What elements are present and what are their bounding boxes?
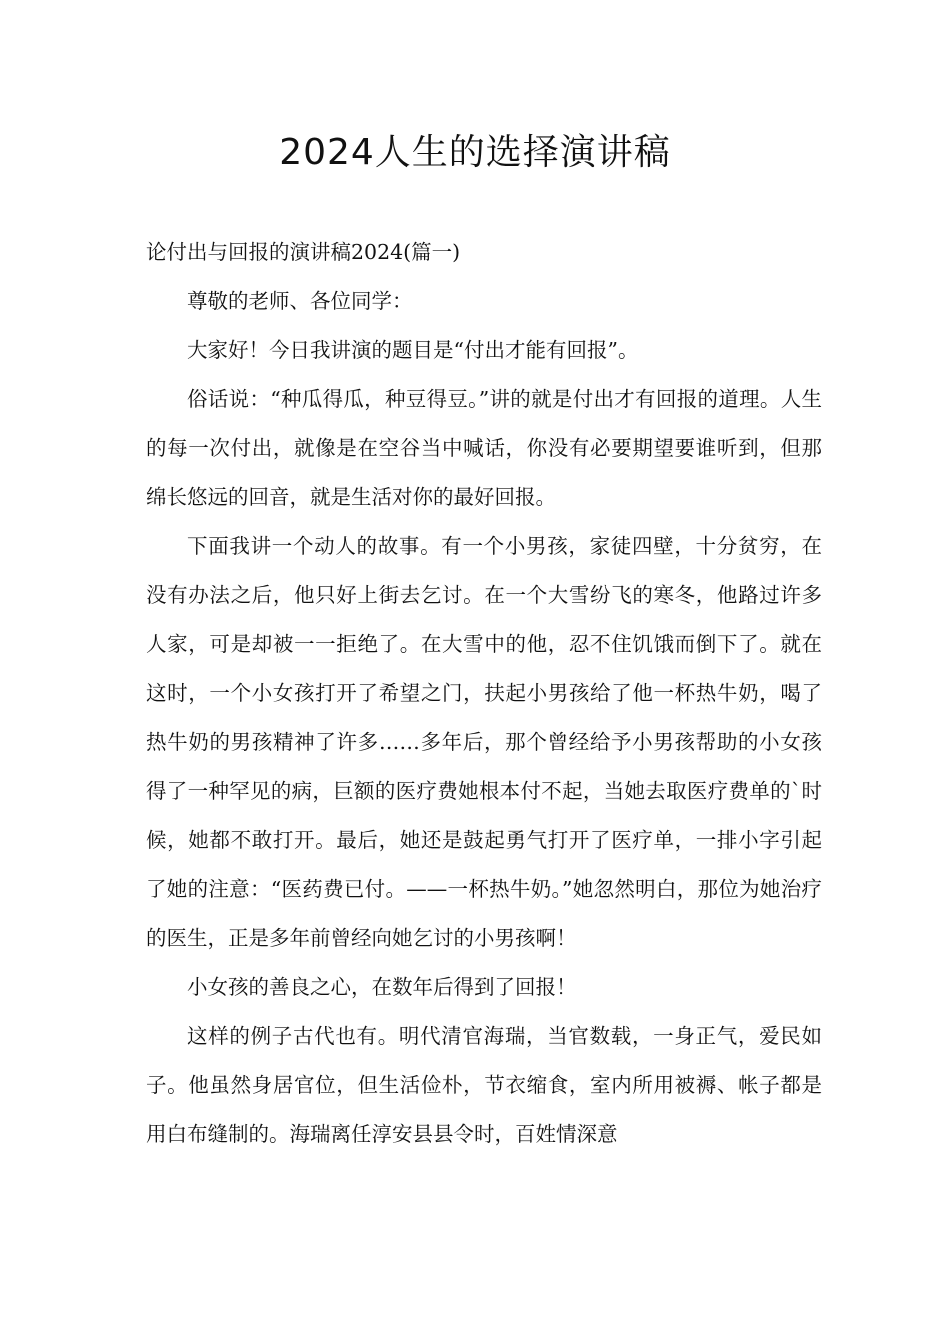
document-body [146, 228, 822, 1159]
paragraph-hairui: 这样的例子古代也有。明代清官海瑞，当官数载，一身正气，爱民如子。他虽然身居官位，但生活俭朴，节衣缩食，室内所用被褥、帐子都是用白布缝制的。海瑞离任淳安县县令时，百姓情深意 [146, 1024, 822, 1146]
section-heading: 论付出与回报的演讲稿2024(篇一) [146, 240, 461, 264]
paragraph-proverb: 俗话说：“种瓜得瓜，种豆得豆。”讲的就是付出才有回报的道理。人生的每一次付出，就像是在空谷当中喊话，你没有必要期望要谁听到，但那绵长悠远的回音，就是生活对你的最好回报。 [146, 387, 822, 509]
paragraph-salutation: 尊敬的老师、各位同学： [187, 289, 413, 313]
document-title: 2024人生的选择演讲稿 [279, 132, 671, 173]
paragraph-story: 下面我讲一个动人的故事。有一个小男孩，家徒四壁，十分贫穷，在没有办法之后，他只好上街去乞讨。在一个大雪纷飞的寒冬，他路过许多人家，可是却被一一拒绝了。在大雪中的他，忍不住饥饿而倒下了。就在这时，一个小女孩打开了希望之门，扶起小男孩给了他一杯热牛奶，喝了热牛奶的男孩精神了许多……多年后，那个曾经给予小男孩帮助的小女孩得了一种罕见的病，巨额的医疗费她根本付不起，当她去取医疗费单的`时候，她都不敢打开。最后，她还是鼓起勇气打开了医疗单，一排小字引起了她的注意：“医药费已付。——一杯热牛奶。”她忽然明白，那位为她治疗的医生，正是多年前曾经向她乞讨的小男孩啊！ [146, 534, 822, 950]
paragraph-greeting: 大家好！今日我讲演的题目是“付出才能有回报”。 [187, 338, 639, 362]
paragraph-conclusion: 小女孩的善良之心，在数年后得到了回报！ [187, 975, 577, 999]
